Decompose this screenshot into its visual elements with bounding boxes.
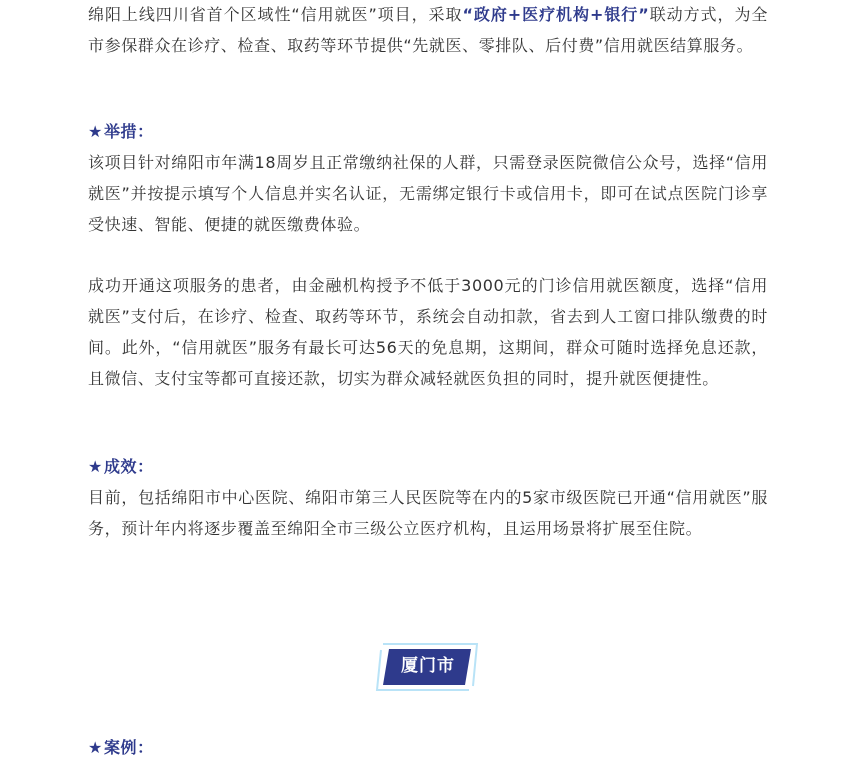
measures-heading (88, 116, 154, 147)
measures-heading-label: 举措 (103, 122, 138, 141)
case-heading-colon: ： (137, 738, 154, 757)
case-heading (88, 732, 154, 763)
intro-paragraph (88, 0, 768, 61)
results-heading-label: 成效 (103, 457, 138, 476)
case-heading-label: 案例 (103, 738, 138, 757)
star-icon: ★ (88, 457, 103, 476)
results-heading (88, 451, 154, 482)
city-section-badge (373, 636, 483, 696)
intro-text-part2: 联动方式，为全市参保群众在诊疗、检查、取药等环节提供“先就医、零排队、后付费”信用就医结算服务。 (88, 5, 768, 55)
city-badge-label: 厦门市 (401, 656, 455, 676)
intro-text-part1: 绵阳上线四川省首个区域性“信用就医”项目，采取 (88, 5, 463, 24)
measures-paragraph-2: 成功开通这项服务的患者，由金融机构授予不低于3000元的门诊信用就医额度，选择“信用就医”支付后，在诊疗、检查、取药等环节，系统会自动扣款，省去到人工窗口排队缴费的时间。此外，“信用就医”服务有最长可达56天的免息期，这期间，群众可随时选择免息还款，且微信、支付宝等都可直接还款，切实为群众减轻就医负担的同时，提升就医便捷性。 (88, 276, 768, 388)
results-paragraph: 目前，包括绵阳市中心医院、绵阳市第三人民医院等在内的5家市级医院已开通“信用就医”服务，预计年内将逐步覆盖至绵阳全市三级公立医疗机构，且运用场景将扩展至住院。 (88, 488, 768, 538)
measures-heading-colon: ： (137, 122, 154, 141)
measures-paragraph-1: 该项目针对绵阳市年满18周岁且正常缴纳社保的人群，只需登录医院微信公众号，选择“信用就医”并按提示填写个人信息并实名认证，无需绑定银行卡或信用卡，即可在试点医院门诊享受快速、智能、便捷的就医缴费体验。 (88, 153, 768, 234)
results-heading-colon: ： (137, 457, 154, 476)
star-icon: ★ (88, 122, 103, 141)
intro-highlight: “政府+医疗机构+银行” (462, 5, 650, 24)
star-icon: ★ (88, 738, 103, 757)
